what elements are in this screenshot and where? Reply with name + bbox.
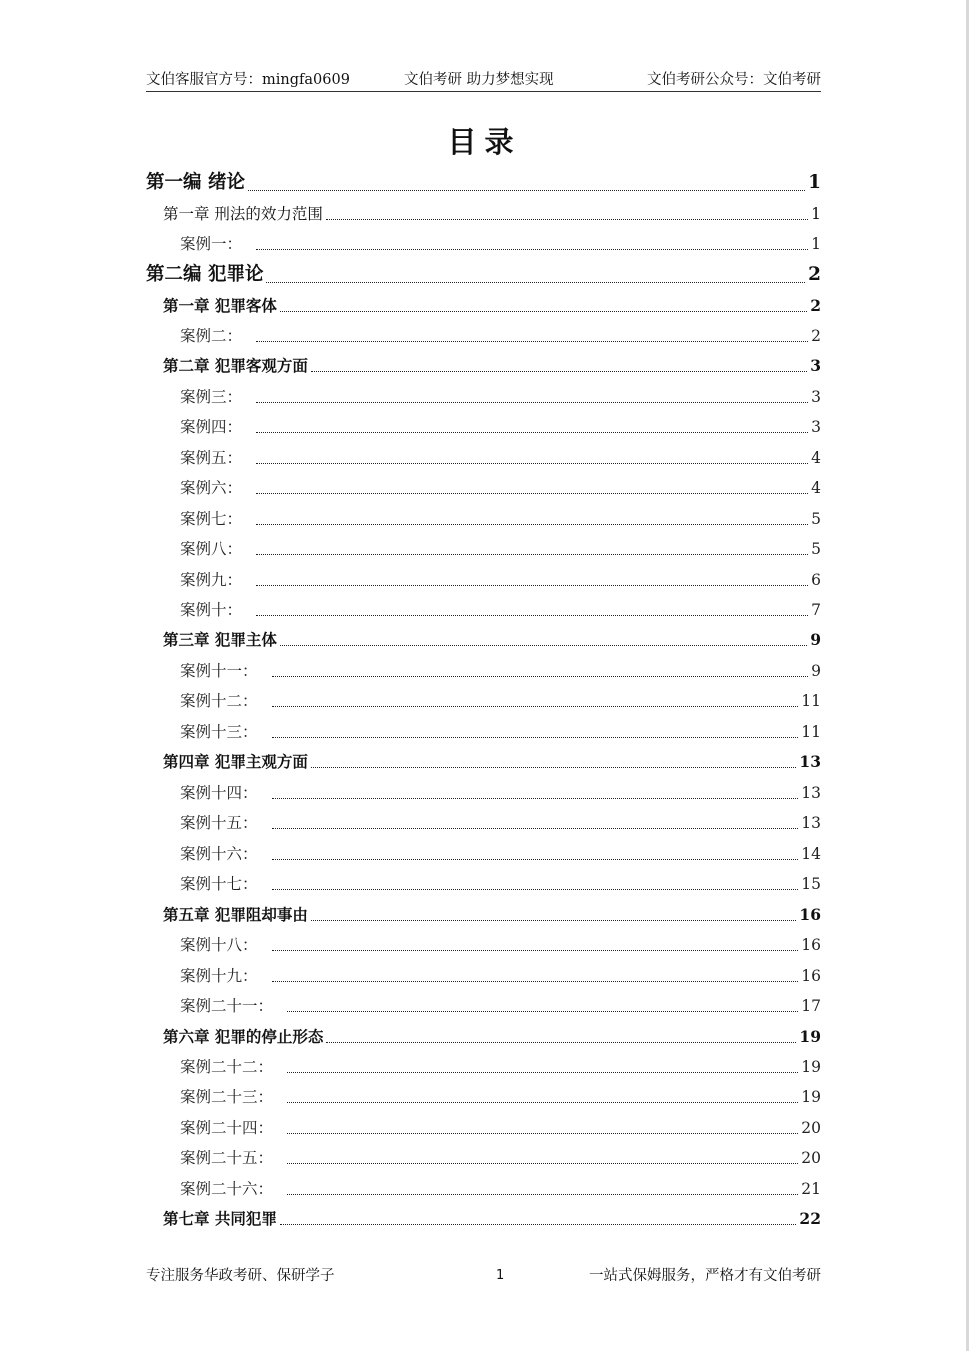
toc-entry-title: 案例十六： [180,845,258,863]
toc-case-entry[interactable] [180,1117,821,1139]
toc-entry-title: 案例三： [180,388,243,406]
toc-dot-leader [272,736,799,738]
toc-entry-page: 7 [811,601,821,619]
toc-entry-page: 2 [808,264,821,285]
toc-dot-leader [311,919,797,921]
toc-entry-title: 第一章 刑法的效力范围 [163,205,323,223]
toc-part-entry[interactable] [146,170,821,196]
footer-right-text: 一站式保姆服务，严格才有文伯考研 [589,1268,821,1284]
toc-dot-leader [287,1132,798,1134]
toc-entry-page: 5 [811,540,821,558]
toc-entry-title: 第二章 犯罪客观方面 [163,356,308,375]
toc-title: 目录 [447,125,522,159]
toc-entry-title: 案例十七： [180,875,258,893]
toc-case-entry[interactable] [180,325,821,347]
toc-entry-title: 案例十一： [180,662,258,680]
toc-entry-title: 案例十五： [180,814,258,832]
toc-case-entry[interactable] [180,843,821,865]
toc-dot-leader [256,462,808,464]
toc-entry-page: 5 [811,510,821,528]
toc-dot-leader [280,644,807,646]
toc-dot-leader [272,858,799,860]
toc-entry-title: 案例二十三： [180,1088,274,1106]
toc-entry-page: 19 [799,1027,821,1046]
toc-dot-leader [256,523,808,525]
toc-dot-leader [272,797,799,799]
toc-entry-page: 20 [801,1119,821,1137]
toc-case-entry[interactable] [180,538,821,560]
toc-case-entry[interactable] [180,447,821,469]
toc-chapter-entry[interactable] [163,1208,821,1230]
toc-case-entry[interactable] [180,934,821,956]
toc-case-entry[interactable] [180,1056,821,1078]
toc-dot-leader [326,218,808,220]
toc-dot-leader [272,980,799,982]
toc-entry-title: 案例一： [180,235,243,253]
toc-entry-page: 9 [810,630,821,649]
toc-case-entry[interactable] [180,965,821,987]
toc-dot-leader [326,1041,796,1043]
toc-entry-title: 第六章 犯罪的停止形态 [163,1027,324,1046]
toc-chapter-entry[interactable] [163,904,821,926]
toc-entry-title: 案例十二： [180,692,258,710]
toc-entry-page: 13 [799,752,821,771]
toc-dot-leader [280,310,807,312]
page-footer [146,1266,821,1286]
toc-entry-title: 案例十九： [180,967,258,985]
toc-case-entry[interactable] [180,812,821,834]
toc-case-entry[interactable] [180,690,821,712]
toc-entry-title: 第五章 犯罪阻却事由 [163,905,308,924]
toc-entry-page: 1 [811,235,821,253]
toc-entry-page: 19 [801,1088,821,1106]
toc-entry-page: 3 [811,418,821,436]
toc-entry-title: 案例二十五： [180,1149,274,1167]
toc-dot-leader [287,1101,798,1103]
toc-case-entry[interactable] [180,660,821,682]
toc-entry-page: 13 [801,784,821,802]
toc-entry-page: 3 [810,356,821,375]
toc-entry-title: 案例十四： [180,784,258,802]
toc-dot-leader [287,1071,798,1073]
toc-entry-title: 第七章 共同犯罪 [163,1209,277,1228]
footer-page-number: 1 [496,1268,505,1283]
toc-entry-title: 案例七： [180,510,243,528]
toc-entry-title: 案例十： [180,601,243,619]
toc-case-entry[interactable] [180,1178,821,1200]
toc-entry-page: 2 [810,296,821,315]
toc-case-entry[interactable] [180,873,821,895]
toc-entry-title: 第三章 犯罪主体 [163,630,277,649]
toc-entry-title: 案例十三： [180,723,258,741]
header-left-text: 文伯客服官方号：mingfa0609 [146,72,350,88]
toc-dot-leader [266,281,805,283]
toc-dot-leader [287,1193,798,1195]
toc-entry-page: 4 [811,449,821,467]
toc-entry-page: 2 [811,327,821,345]
toc-case-entry[interactable] [180,386,821,408]
toc-dot-leader [272,675,809,677]
toc-entry-page: 11 [801,723,821,741]
toc-entry-title: 案例十八： [180,936,258,954]
toc-dot-leader [256,431,808,433]
toc-entry-page: 15 [801,875,821,893]
toc-entry-page: 20 [801,1149,821,1167]
toc-entry-title: 案例五： [180,449,243,467]
toc-entry-page: 16 [801,967,821,985]
toc-entry-page: 6 [811,571,821,589]
toc-chapter-entry[interactable] [163,751,821,773]
toc-dot-leader [256,248,808,250]
toc-entry-title: 第二编 犯罪论 [146,264,264,285]
toc-entry-title: 案例二十四： [180,1119,274,1137]
toc-dot-leader [256,553,808,555]
toc-dot-leader [248,189,805,191]
toc-entry-title: 案例六： [180,479,243,497]
toc-entry-page: 21 [801,1180,821,1198]
toc-dot-leader [272,949,799,951]
toc-entry-page: 4 [811,479,821,497]
toc-case-entry[interactable] [180,508,821,530]
toc-dot-leader [280,1223,797,1225]
toc-entry-title: 第一编 绪论 [146,172,245,193]
toc-entry-title: 案例二： [180,327,243,345]
toc-dot-leader [287,1010,798,1012]
toc-dot-leader [287,1162,798,1164]
toc-dot-leader [311,766,797,768]
toc-chapter-entry[interactable] [163,355,821,377]
toc-case-entry[interactable] [180,1086,821,1108]
toc-entry-title: 案例二十六： [180,1180,274,1198]
toc-dot-leader [256,340,808,342]
toc-chapter-entry[interactable] [163,629,821,651]
toc-entry-page: 13 [801,814,821,832]
toc-dot-leader [272,705,799,707]
toc-case-entry[interactable] [180,782,821,804]
toc-entry-page: 3 [811,388,821,406]
toc-entry-title: 案例四： [180,418,243,436]
toc-entry-page: 1 [808,172,821,193]
toc-dot-leader [272,827,799,829]
toc-dot-leader [256,614,808,616]
toc-case-entry[interactable] [180,1147,821,1169]
toc-chapter-entry[interactable] [163,203,821,225]
toc-entry-page: 9 [811,662,821,680]
toc-entry-title: 案例二十一： [180,997,274,1015]
toc-case-entry[interactable] [180,416,821,438]
toc-dot-leader [256,584,808,586]
toc-case-entry[interactable] [180,477,821,499]
toc-dot-leader [256,492,808,494]
toc-entry-title: 案例八： [180,540,243,558]
toc-entry-title: 案例二十二： [180,1058,274,1076]
toc-dot-leader [311,370,807,372]
toc-case-entry[interactable] [180,233,821,255]
toc-entry-page: 16 [801,936,821,954]
toc-part-entry[interactable] [146,262,821,288]
toc-entry-page: 19 [801,1058,821,1076]
toc-entry-title: 案例九： [180,571,243,589]
toc-dot-leader [256,401,808,403]
toc-entry-page: 14 [801,845,821,863]
toc-chapter-entry[interactable] [163,295,821,317]
toc-case-entry[interactable] [180,599,821,621]
toc-case-entry[interactable] [180,569,821,591]
toc-entry-page: 11 [801,692,821,710]
header-right-text: 文伯考研公众号：文伯考研 [647,72,821,88]
footer-left-text: 专注服务华政考研、保研学子 [146,1268,335,1284]
header-center-text: 文伯考研 助力梦想实现 [404,72,554,88]
toc-case-entry[interactable] [180,721,821,743]
toc-chapter-entry[interactable] [163,1026,821,1048]
toc-entry-page: 16 [799,905,821,924]
toc-entry-title: 第一章 犯罪客体 [163,296,277,315]
toc-entry-page: 17 [801,997,821,1015]
toc-entry-page: 22 [799,1209,821,1228]
toc-case-entry[interactable] [180,995,821,1017]
toc-dot-leader [272,888,799,890]
toc-entry-title: 第四章 犯罪主观方面 [163,752,308,771]
toc-entry-page: 1 [811,205,821,223]
